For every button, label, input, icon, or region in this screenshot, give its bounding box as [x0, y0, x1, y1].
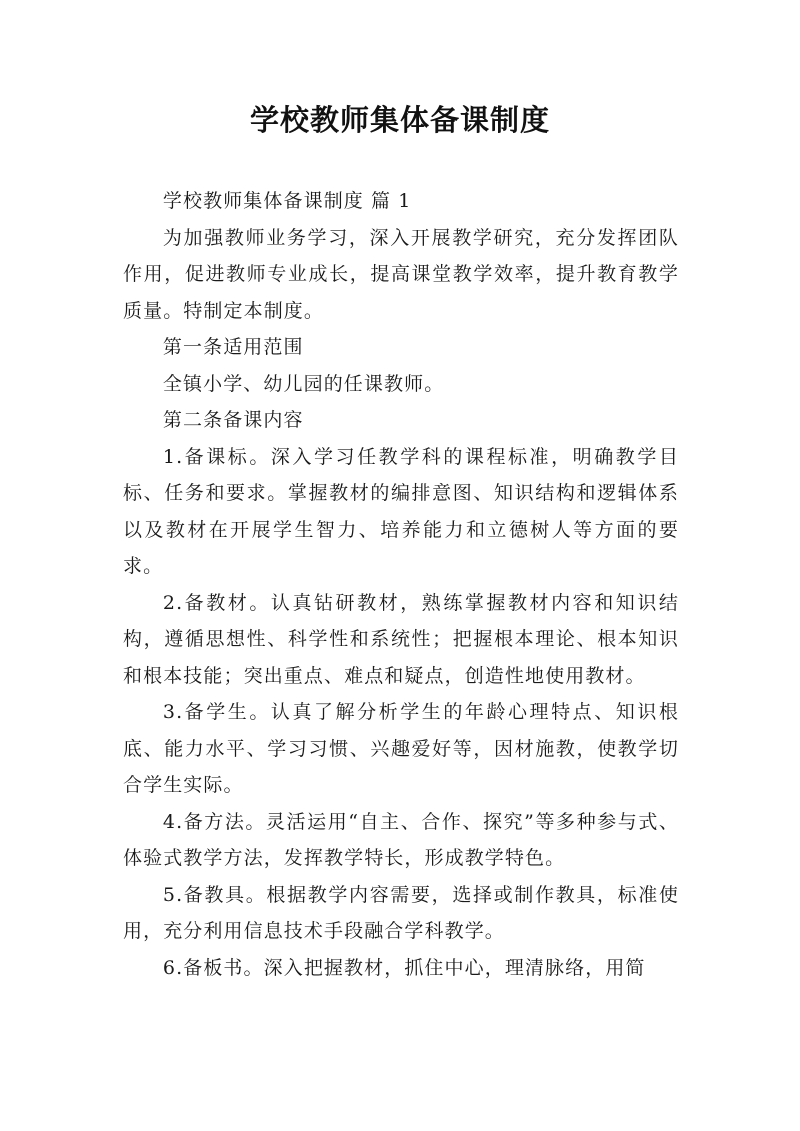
- paragraph-article-2-heading: 第二条备课内容: [162, 409, 304, 431]
- paragraph-article-1-heading: 第一条适用范围: [162, 336, 304, 358]
- paragraph-item-2: 2.备教材。认真钻研教材，熟练掌握教材内容和知识结构，遵循思想性、科学性和系统性；把握根本理论、根本知识和根本技能；突出重点、难点和疑点，创造性地使用教材。: [123, 591, 679, 687]
- paragraph-intro: 为加强教师业务学习，深入开展教学研究，充分发挥团队作用，促进教师专业成长，提高课堂教学效率，提升教育教学质量。特制定本制度。: [123, 226, 679, 322]
- paragraph-item-5: 5.备教具。根据教学内容需要，选择或制作教具，标准使用，充分利用信息技术手段融合学科教学。: [123, 883, 679, 942]
- document-title: 学校教师集体备课制度: [249, 103, 550, 137]
- paragraph-item-1: 1.备课标。深入学习任教学科的课程标准，明确教学目标、任务和要求。掌握教材的编排意图、知识结构和逻辑体系以及教材在开展学生智力、培养能力和立德树人等方面的要求。: [123, 445, 679, 577]
- paragraph-article-1-body: 全镇小学、幼儿园的任课教师。: [162, 372, 445, 395]
- paragraph-item-6: 6.备板书。深入把握教材，抓住中心，理清脉络，用简: [162, 956, 646, 979]
- paragraph-item-3: 3.备学生。认真了解分析学生的年龄心理特点、知识根底、能力水平、学习习惯、兴趣爱好等，因材施教，使教学切合学生实际。: [123, 701, 679, 796]
- document-body: [123, 183, 679, 986]
- paragraph-section-heading: 学校教师集体备课制度 篇 1: [162, 190, 412, 212]
- paragraph-item-4: 4.备方法。灵活运用“自主、合作、探究”等多种参与式、体验式教学方法，发挥教学特长，形成教学特色。: [123, 810, 679, 869]
